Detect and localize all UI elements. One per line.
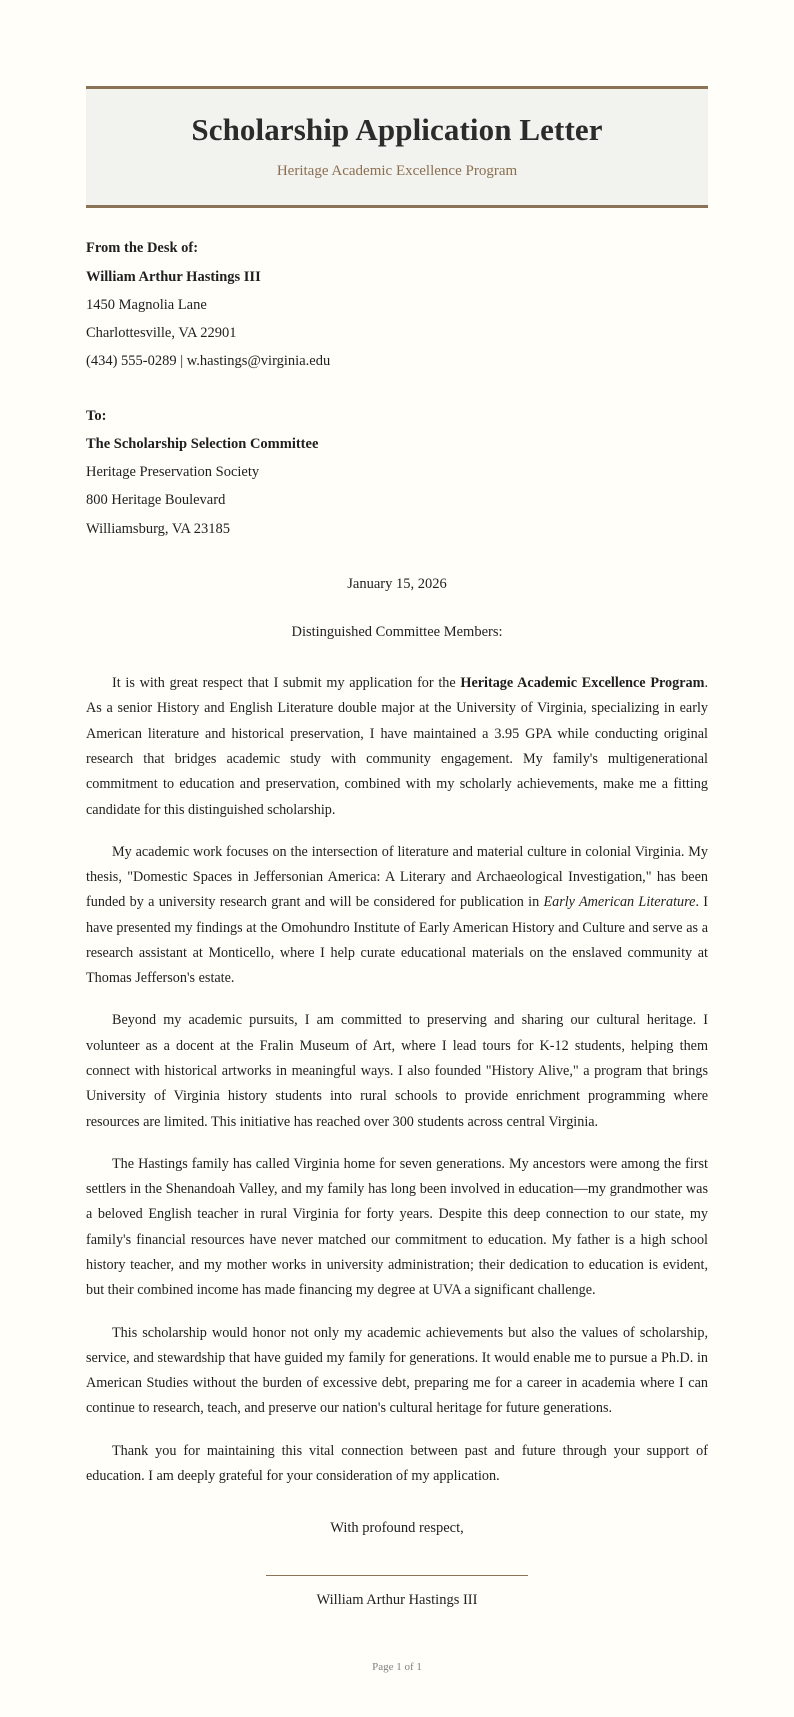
recipient-label: To: [86,407,107,424]
sender-contact: (434) 555-0289 | w.hastings@virginia.edu [86,353,331,370]
signature-area [86,1575,708,1613]
paragraph-2-text-after-journal: . I have presented my findings at the Omohundro Institute of Early American History and Culture and serve as a research assistant at Monticello, where I help curate educational materials on the enslaved community at Thomas Jefferson's estate. [86,894,709,987]
recipient-name: The Scholarship Selection Committee [86,435,319,452]
sender-name: William Arthur Hastings III [86,268,261,285]
signature-line [266,1575,528,1576]
sender-label: From the Desk of: [86,240,199,257]
program-name-emphasis: Heritage Academic Excellence Program [460,675,705,692]
letter-subtitle: Heritage Academic Excellence Program [276,162,518,179]
body-paragraph-1 [86,671,708,823]
body-paragraph-2 [86,840,708,992]
sender-address-block [86,234,708,375]
page-number-label: Page 1 of 1 [372,1660,422,1673]
letter-date: January 15, 2026 [347,575,447,592]
paragraph-1-text-after-emphasis: . As a senior History and English Literature double major at the University of Virginia, specializing in early American literature and historical preservation, I have maintained a 3.95 GPA while conducting original research that bridges academic study with community engagement. My family's multigenerational commitment to education and preservation, combined with my scholarly achievements, make me a fitting candidate for this distinguished scholarship. [86,675,708,818]
paragraph-2-text-before-journal: My academic work focuses on the intersection of literature and material culture in colonial Virginia. My thesis, "Domestic Spaces in Jeffersonian America: A Literary and Archaeological Investigation," has been funded by a university research grant and will be considered for publication in [86,843,708,911]
recipient-organization: Heritage Preservation Society [86,464,260,481]
letter-footer [86,1659,708,1677]
recipient-city-state-zip: Williamsburg, VA 23185 [86,520,231,537]
signature-name: William Arthur Hastings III [316,1592,478,1609]
letter-header [86,86,708,208]
sender-city-state-zip: Charlottesville, VA 22901 [86,325,237,342]
body-paragraph-5: This scholarship would honor not only my academic achievements but also the values of scholarship, service, and stewardship that have guided my family for generations. It would enable me to pursue a Ph.D. in American Studies without the burden of excessive debt, preparing me for a career in academia where I can continue to research, teach, and preserve our nation's cultural heritage for future generations. [86,1324,708,1417]
body-paragraph-3: Beyond my academic pursuits, I am committed to preserving and sharing our cultural heritage. I volunteer as a docent at the Fralin Museum of Art, where I lead tours for K-12 students, helping them connect with historical artworks in meaningful ways. I also founded "History Alive," a program that brings University of Virginia history students into rural schools to provide enrichment programming where resources are limited. This initiative has reached over 300 students across central Virginia. [86,1012,708,1130]
letter-valediction: With profound respect, [330,1520,464,1537]
paragraph-1-text-before-emphasis: It is with great respect that I submit my application for the [112,675,461,692]
sender-street: 1450 Magnolia Lane [86,296,207,313]
letter-body [86,671,708,1489]
page-title: Scholarship Application Letter [191,112,603,147]
body-paragraph-6: Thank you for maintaining this vital connection between past and future through your support of education. I am deeply grateful for your consideration of my application. [86,1442,708,1484]
recipient-address-block [86,402,708,543]
recipient-street: 800 Heritage Boulevard [86,492,226,509]
journal-title-emphasis: Early American Literature [543,894,696,911]
body-paragraph-4: The Hastings family has called Virginia home for seven generations. My ancestors were among the first settlers in the Shenandoah Valley, and my family has long been involved in education—my grandmother was a beloved English teacher in rural Virginia for forty years. Despite this deep connection to our state, my family's financial resources have never matched our commitment to education. My father is a high school history teacher, and my mother works in university administration; their dedication to education is evident, but their combined income has made financing my degree at UVA a significant challenge. [86,1155,708,1299]
letter-salutation: Distinguished Committee Members: [291,624,503,640]
